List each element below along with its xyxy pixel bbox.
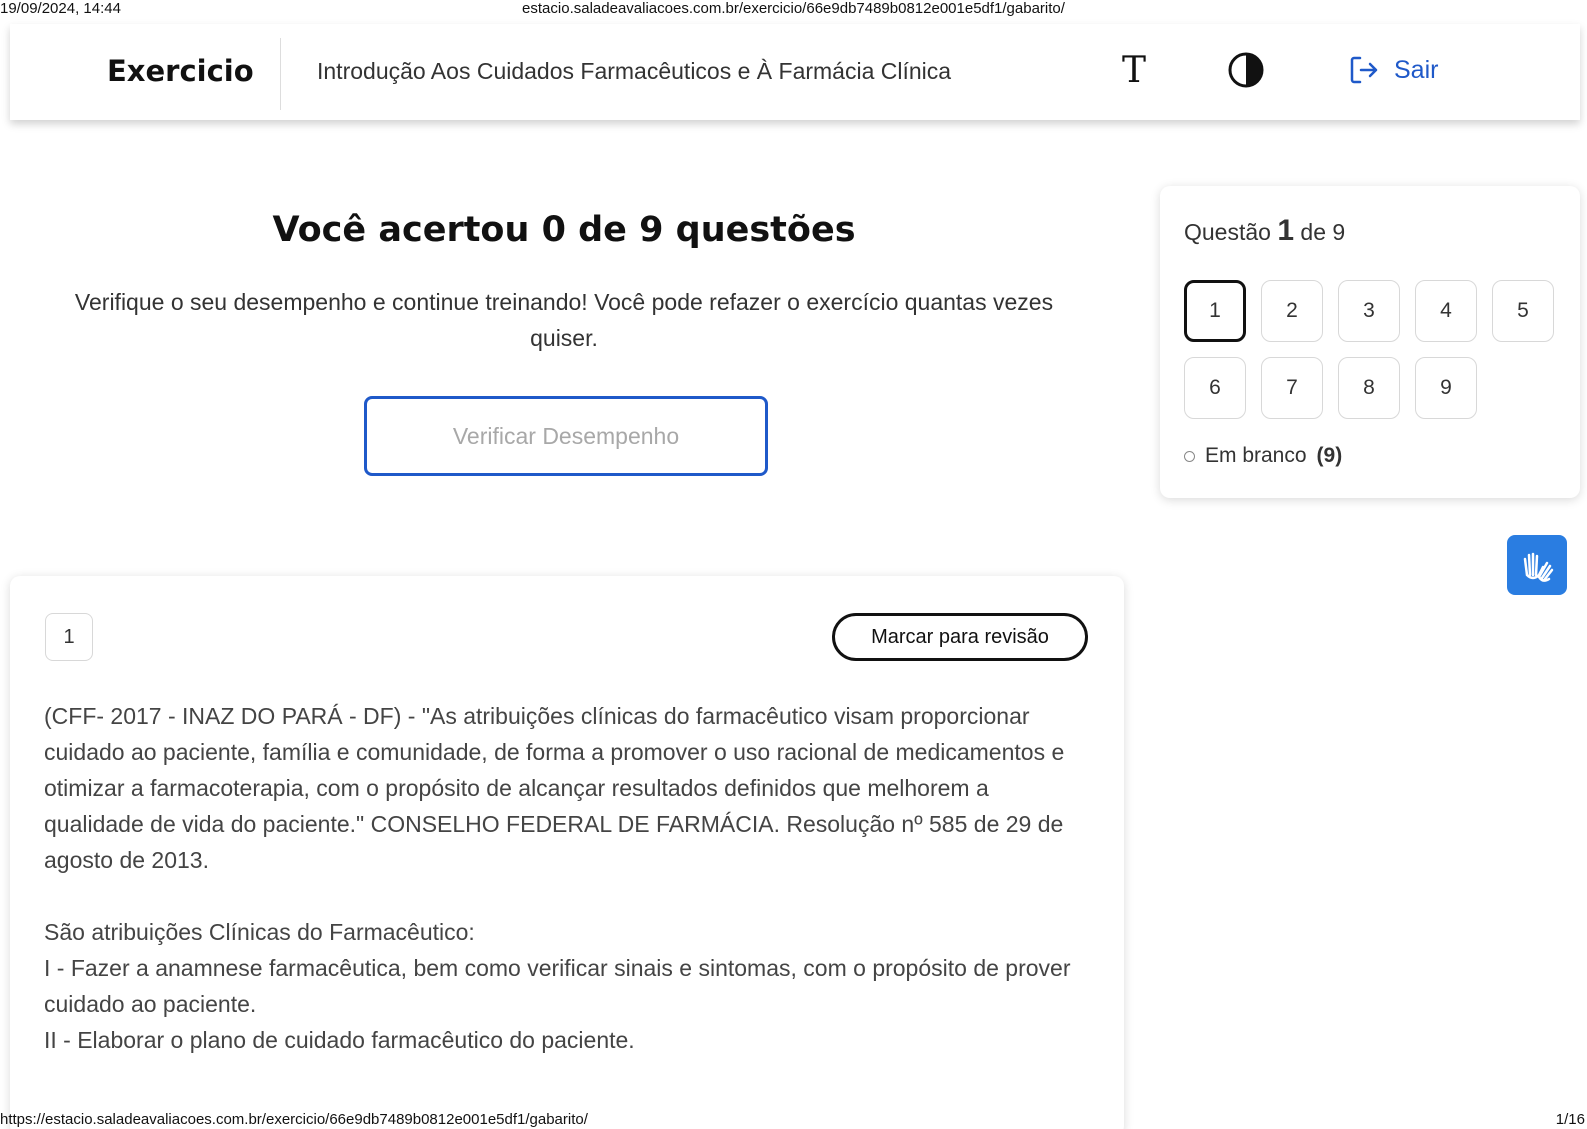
- verify-performance-button[interactable]: Verificar Desempenho: [364, 396, 768, 476]
- logout-icon: [1348, 54, 1380, 86]
- question-item-2: II - Elaborar o plano de cuidado farmacêutico do paciente.: [44, 1027, 635, 1053]
- navigator-current: 1: [1277, 214, 1295, 247]
- footer-url: https://estacio.saladeavaliacoes.com.br/exercicio/66e9db7489b0812e001e5df1/gabarito/: [0, 1111, 588, 1128]
- navigator-heading: [1184, 214, 1345, 248]
- logout-button[interactable]: [1348, 54, 1438, 86]
- legend-count: (9): [1316, 444, 1343, 467]
- question-button-2[interactable]: 2: [1261, 280, 1323, 342]
- question-button-3[interactable]: 3: [1338, 280, 1400, 342]
- contrast-button[interactable]: [1228, 52, 1264, 93]
- top-bar: [10, 24, 1580, 120]
- question-button-5[interactable]: 5: [1492, 280, 1554, 342]
- sign-language-hands-icon: [1517, 545, 1557, 585]
- font-size-icon: T: [1122, 50, 1147, 91]
- navigator-prefix: Questão: [1184, 219, 1271, 245]
- question-item-1: I - Fazer a anamnese farmacêutica, bem como verificar sinais e sintomas, com o propósito de prover cuidado ao paciente.: [44, 955, 1071, 1017]
- mark-for-review-button[interactable]: Marcar para revisão: [832, 613, 1088, 661]
- print-url: estacio.saladeavaliacoes.com.br/exercicio/66e9db7489b0812e001e5df1/gabarito/: [522, 0, 1065, 17]
- libras-accessibility-button[interactable]: [1507, 535, 1567, 595]
- question-navigator: [1160, 186, 1580, 498]
- question-button-1[interactable]: 1: [1184, 280, 1246, 342]
- course-title: Introdução Aos Cuidados Farmacêuticos e À Farmácia Clínica: [317, 58, 952, 84]
- print-datetime: 19/09/2024, 14:44: [0, 0, 121, 17]
- logout-label: Sair: [1394, 55, 1439, 84]
- question-number-badge: 1: [45, 613, 93, 661]
- brand-title: Exercicio: [107, 54, 254, 88]
- font-size-button[interactable]: [1122, 50, 1146, 91]
- header-divider: [280, 38, 281, 110]
- question-button-4[interactable]: 4: [1415, 280, 1477, 342]
- print-footer: [0, 1111, 1587, 1129]
- question-button-8[interactable]: 8: [1338, 357, 1400, 419]
- question-button-6[interactable]: 6: [1184, 357, 1246, 419]
- contrast-icon: [1228, 52, 1264, 88]
- print-header: [0, 0, 1587, 18]
- result-subtitle: Verifique o seu desempenho e continue treinando! Você pode refazer o exercício quantas vezes quiser.: [74, 289, 1054, 351]
- blank-status-icon: [1184, 451, 1195, 462]
- question-button-7[interactable]: 7: [1261, 357, 1323, 419]
- result-title: Você acertou 0 de 9 questões: [272, 210, 856, 250]
- question-intro: São atribuições Clínicas do Farmacêutico:: [44, 919, 475, 945]
- page-number: 1/16: [1555, 1111, 1585, 1128]
- legend-blank: [1184, 444, 1342, 468]
- question-button-9[interactable]: 9: [1415, 357, 1477, 419]
- legend-label: Em branco: [1205, 444, 1307, 467]
- navigator-suffix: de 9: [1300, 219, 1346, 245]
- paragraph-spacer: [44, 878, 1094, 914]
- question-statement: [44, 698, 1094, 1058]
- question-card: [10, 576, 1124, 1129]
- question-paragraph: (CFF- 2017 - INAZ DO PARÁ - DF) - "As atribuições clínicas do farmacêutico visam proporcionar cuidado ao paciente, família e comunidade, de forma a promover o uso racional de medicamentos e otimizar a farmacoterapia, com o propósito de alcançar resultados definidos que melhorem a qualidade de vida do paciente." CONSELHO FEDERAL DE FARMÁCIA. Resolução nº 585 de 29 de agosto de 2013.: [44, 703, 1065, 873]
